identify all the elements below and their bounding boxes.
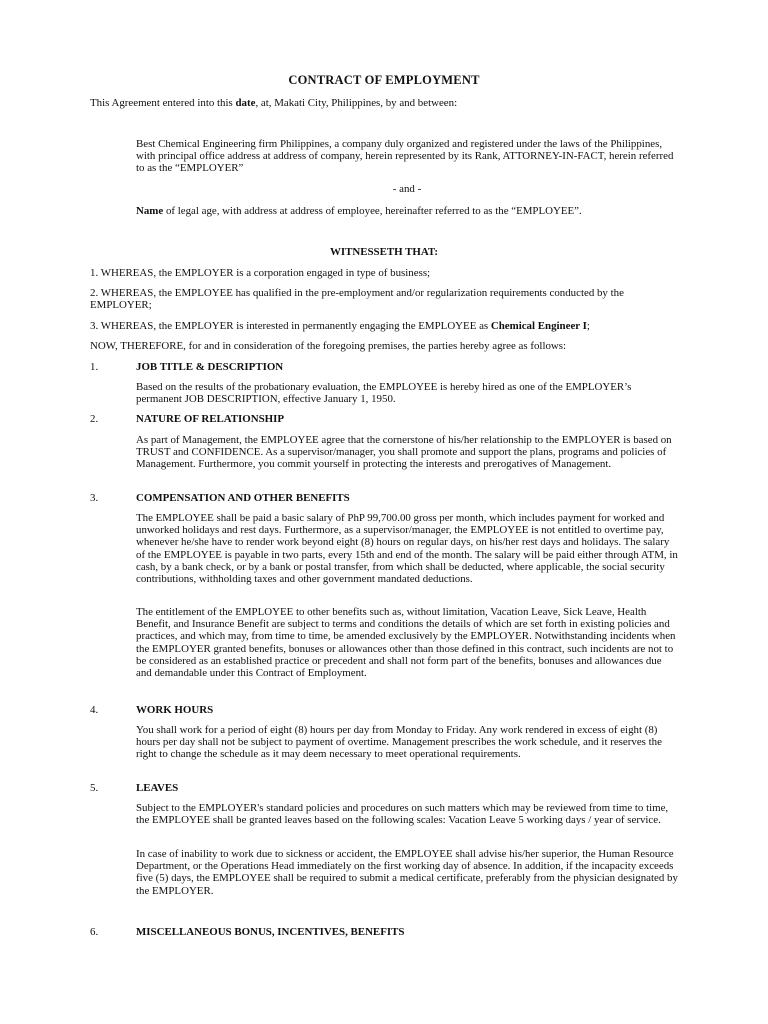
section-paragraph: The EMPLOYEE shall be paid a basic salary of PhP 99,700.00 gross per month, which includes payment for worked and unworked holidays and rest days. Furthermore, as a supervisor/manager, the EMPLOYEE is not entitled to overtime pay, whenever he/she have to render work beyond eight (8) hours on regular days, on his/her rest days and holidays. The salary of the EMPLOYEE is payable in two parts, every 15th and end of the month. The salary will be paid either through ATM, in cash, by a bank check, or by a bank or postal transfer, from which shall be deducted, where applicable, the social security contributions, withholding taxes and other government mandated deductions. — [136, 512, 678, 586]
intro-text-before: This Agreement entered into this — [90, 97, 236, 109]
whereas-3-text: 3. WHEREAS, the EMPLOYER is interested in permanently engaging the EMPLOYEE as — [90, 320, 491, 332]
section-paragraph: The entitlement of the EMPLOYEE to other benefits such as, without limitation, Vacation Leave, Sick Leave, Health Benefit, and Insurance Benefit are subject to terms and conditions the details of which are set forth in existing policies and practices, and which may, from time to time, be amended exclusively by the EMPLOYER. Notwithstanding incidents when the EMPLOYER granted benefits, bonuses or allowances other than those defined in this contract, such incidents are not to be considered as an established practice or precedent and shall not form part of the benefits, bonuses and allowances due and demandable under this Contract of Employment. — [136, 606, 676, 680]
intro-text-after: , at, Makati City, Philippines, by and between: — [255, 97, 458, 109]
now-therefore: NOW, THEREFORE, for and in consideration of the foregoing premises, the parties hereby agree as follows: — [90, 340, 567, 352]
whereas-3 — [90, 320, 680, 332]
whereas-2: 2. WHEREAS, the EMPLOYEE has qualified in the pre-employment and/or regularization requirements conducted by the EMPLOYER; — [90, 287, 624, 312]
section-heading: JOB TITLE & DESCRIPTION — [136, 361, 284, 373]
section-heading: LEAVES — [136, 782, 179, 794]
section-paragraph: Subject to the EMPLOYER's standard policies and procedures on such matters which may be reviewed from time to time, the EMPLOYEE shall be granted leaves based on the following scales: Vacation Leave 5 working days / year of service. — [136, 802, 669, 827]
section-number: 2. — [90, 413, 99, 425]
employee-party — [136, 205, 678, 217]
intro-date: date — [235, 97, 256, 109]
employer-party: Best Chemical Engineering firm Philippines, a company duly organized and registered under the laws of the Philippines, with principal office address at address of company, herein represented by its Rank, ATTORNEY-IN-FACT, herein referred to as the “EMPLOYER” — [136, 138, 674, 175]
and-separator: - and - — [392, 183, 422, 195]
section-number: 5. — [90, 782, 99, 794]
section-heading: COMPENSATION AND OTHER BENEFITS — [136, 492, 350, 504]
section-heading: MISCELLANEOUS BONUS, INCENTIVES, BENEFITS — [136, 926, 405, 938]
section-number: 6. — [90, 926, 99, 938]
witnesseth-heading: WITNESSETH THAT: — [329, 246, 439, 258]
section-paragraph: In case of inability to work due to sickness or accident, the EMPLOYEE shall advise his/her superior, the Human Resource Department, or the Operations Head immediately on the first working day of absence. In addition, if the incapacity exceeds five (5) days, the EMPLOYEE shall be required to submit a medical certificate, preferably from the physician designated by the EMPLOYER. — [136, 848, 678, 897]
employee-party-text: of legal age, with address at address of employee, hereinafter referred to as the “EMPLOYEE”. — [163, 205, 582, 217]
section-number: 3. — [90, 492, 99, 504]
section-paragraph: As part of Management, the EMPLOYEE agree that the cornerstone of his/her relationship to the EMPLOYER is based on TRUST and CONFIDENCE. As a supervisor/manager, you shall promote and support the plans, programs and policies of Management. Furthermore, you commit yourself in protecting the interests and prerogatives of Management. — [136, 434, 672, 471]
whereas-1: 1. WHEREAS, the EMPLOYER is a corporation engaged in type of business; — [90, 267, 431, 279]
intro-paragraph — [90, 97, 690, 109]
whereas-3-end: ; — [586, 320, 590, 332]
section-number: 4. — [90, 704, 99, 716]
document-title: CONTRACT OF EMPLOYMENT — [288, 73, 480, 87]
employee-name: Name — [136, 205, 164, 217]
section-paragraph: You shall work for a period of eight (8) hours per day from Monday to Friday. Any work rendered in excess of eight (8) hours per day shall not be subject to payment of overtime. Management prescribes the work schedule, and it reserves the right to change the schedule as it may deem necessary to meet operational requirements. — [136, 724, 662, 761]
section-number: 1. — [90, 361, 99, 373]
position-title: Chemical Engineer I — [490, 320, 587, 332]
section-heading: NATURE OF RELATIONSHIP — [136, 413, 285, 425]
section-heading: WORK HOURS — [136, 704, 214, 716]
section-paragraph: Based on the results of the probationary evaluation, the EMPLOYEE is hereby hired as one of the EMPLOYER’s permanent JOB DESCRIPTION, effective January 1, 1950. — [136, 381, 632, 406]
